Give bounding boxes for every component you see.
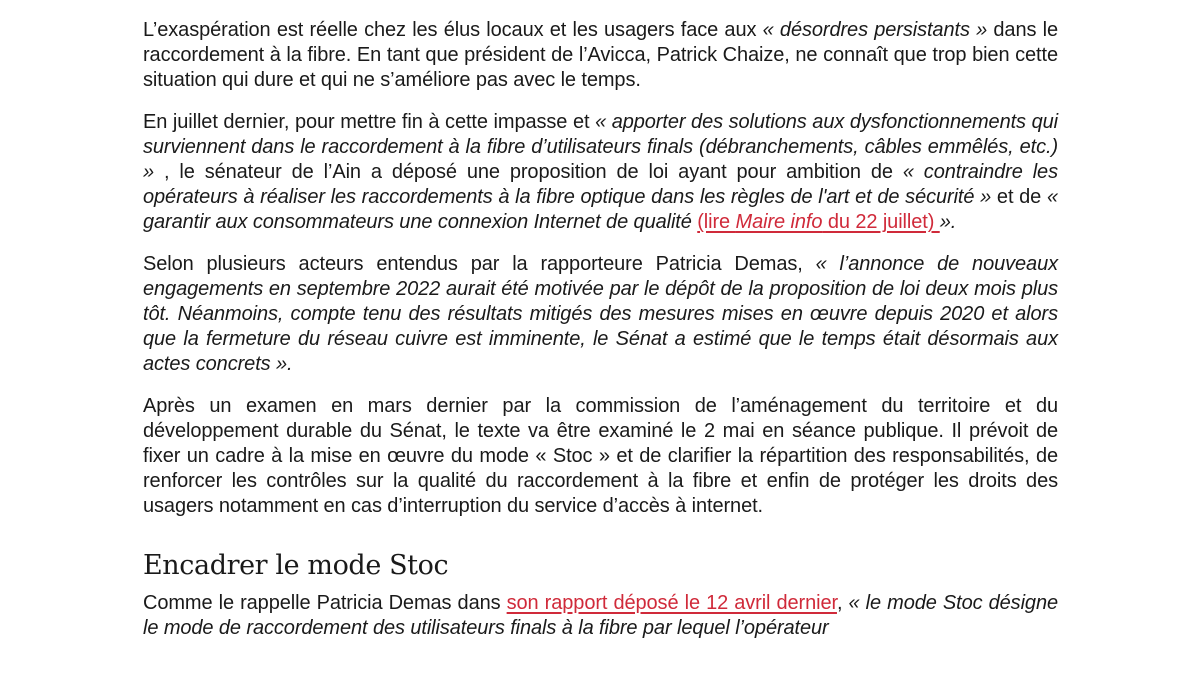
paragraph-1-quote: « désordres persistants » — [762, 19, 988, 41]
paragraph-1 — [143, 18, 1058, 94]
paragraph-3 — [143, 252, 1058, 378]
paragraph-2-text-b: , le sénateur de l’Ain a déposé une proposition de loi ayant pour ambition de — [154, 161, 903, 184]
paragraph-1-text-b: dans le raccordement à la fibre. En tant que président de l’Avicca, Patrick Chaize, ne connaît que trop bien cette situation qui dure et qui ne s’améliore pas avec le temps. — [143, 19, 1059, 92]
paragraph-5-quote: « le mode Stoc désigne le mode de raccordement des utilisateurs finals à la fibre par lequel l’opérateur — [143, 591, 1058, 639]
paragraph-2-quote-1: « apporter des solutions aux dysfonctionnements qui surviennent dans le raccordement à la fibre d’utilisateurs finals (débranchements, câbles emmêlés, etc.) » — [143, 110, 1058, 184]
section-heading: Encadrer le mode Stoc — [143, 549, 449, 581]
maire-info-link-post: du 22 juillet) — [822, 211, 940, 234]
maire-info-link[interactable] — [697, 211, 939, 233]
paragraph-3-text: Selon plusieurs acteurs entendus par la rapporteure Patricia Demas, — [143, 252, 816, 275]
paragraph-3-quote: « l’annonce de nouveaux engagements en septembre 2022 aurait été motivée par le dépôt de la proposition de loi deux mois plus tôt. Néanmoins, compte tenu des résultats mitigés des mesures mises en œuvre depuis 2020 et alors que la fermeture du réseau cuivre est imminente, le Sénat a estimé que le temps était désormais aux actes concrets ». — [143, 252, 1058, 376]
paragraph-2-quote-3-end: ». — [939, 211, 957, 234]
paragraph-5-text-b: , — [836, 591, 849, 614]
paragraph-5 — [143, 591, 1058, 641]
paragraph-4 — [143, 394, 1058, 520]
maire-info-link-pre: (lire — [697, 211, 736, 234]
maire-info-link-title: Maire info — [735, 211, 823, 234]
senate-report-link[interactable]: son rapport déposé le 12 avril dernier — [506, 591, 837, 614]
paragraph-2 — [143, 110, 1058, 236]
paragraph-2-quote-2: « contraindre les opérateurs à réaliser les raccordements à la fibre optique dans les règles de l'art et de sécurité » — [143, 161, 1058, 209]
paragraph-2-text-c: et de — [991, 186, 1047, 209]
paragraph-4-text: Après un examen en mars dernier par la commission de l’aménagement du territoire et du développement durable du Sénat, le texte va être examiné le 2 mai en séance publique. Il prévoit de fixer un cadre à la mise en œuvre du mode « Stoc » et de clarifier la répartition des responsabilités, de renforcer les contrôles sur la qualité du raccordement à la fibre et enfin de protéger les droits des usagers notamment en cas d’interruption du service d’accès à internet. — [143, 394, 1058, 518]
paragraph-2-quote-3: « garantir aux consommateurs une connexion Internet de qualité — [143, 186, 1058, 234]
paragraph-2-text-a: En juillet dernier, pour mettre fin à cette impasse et — [143, 110, 596, 133]
article-body — [143, 18, 1058, 641]
paragraph-1-text-a: L’exaspération est réelle chez les élus locaux et les usagers face aux — [143, 19, 763, 41]
paragraph-5-text-a: Comme le rappelle Patricia Demas dans — [143, 591, 507, 614]
